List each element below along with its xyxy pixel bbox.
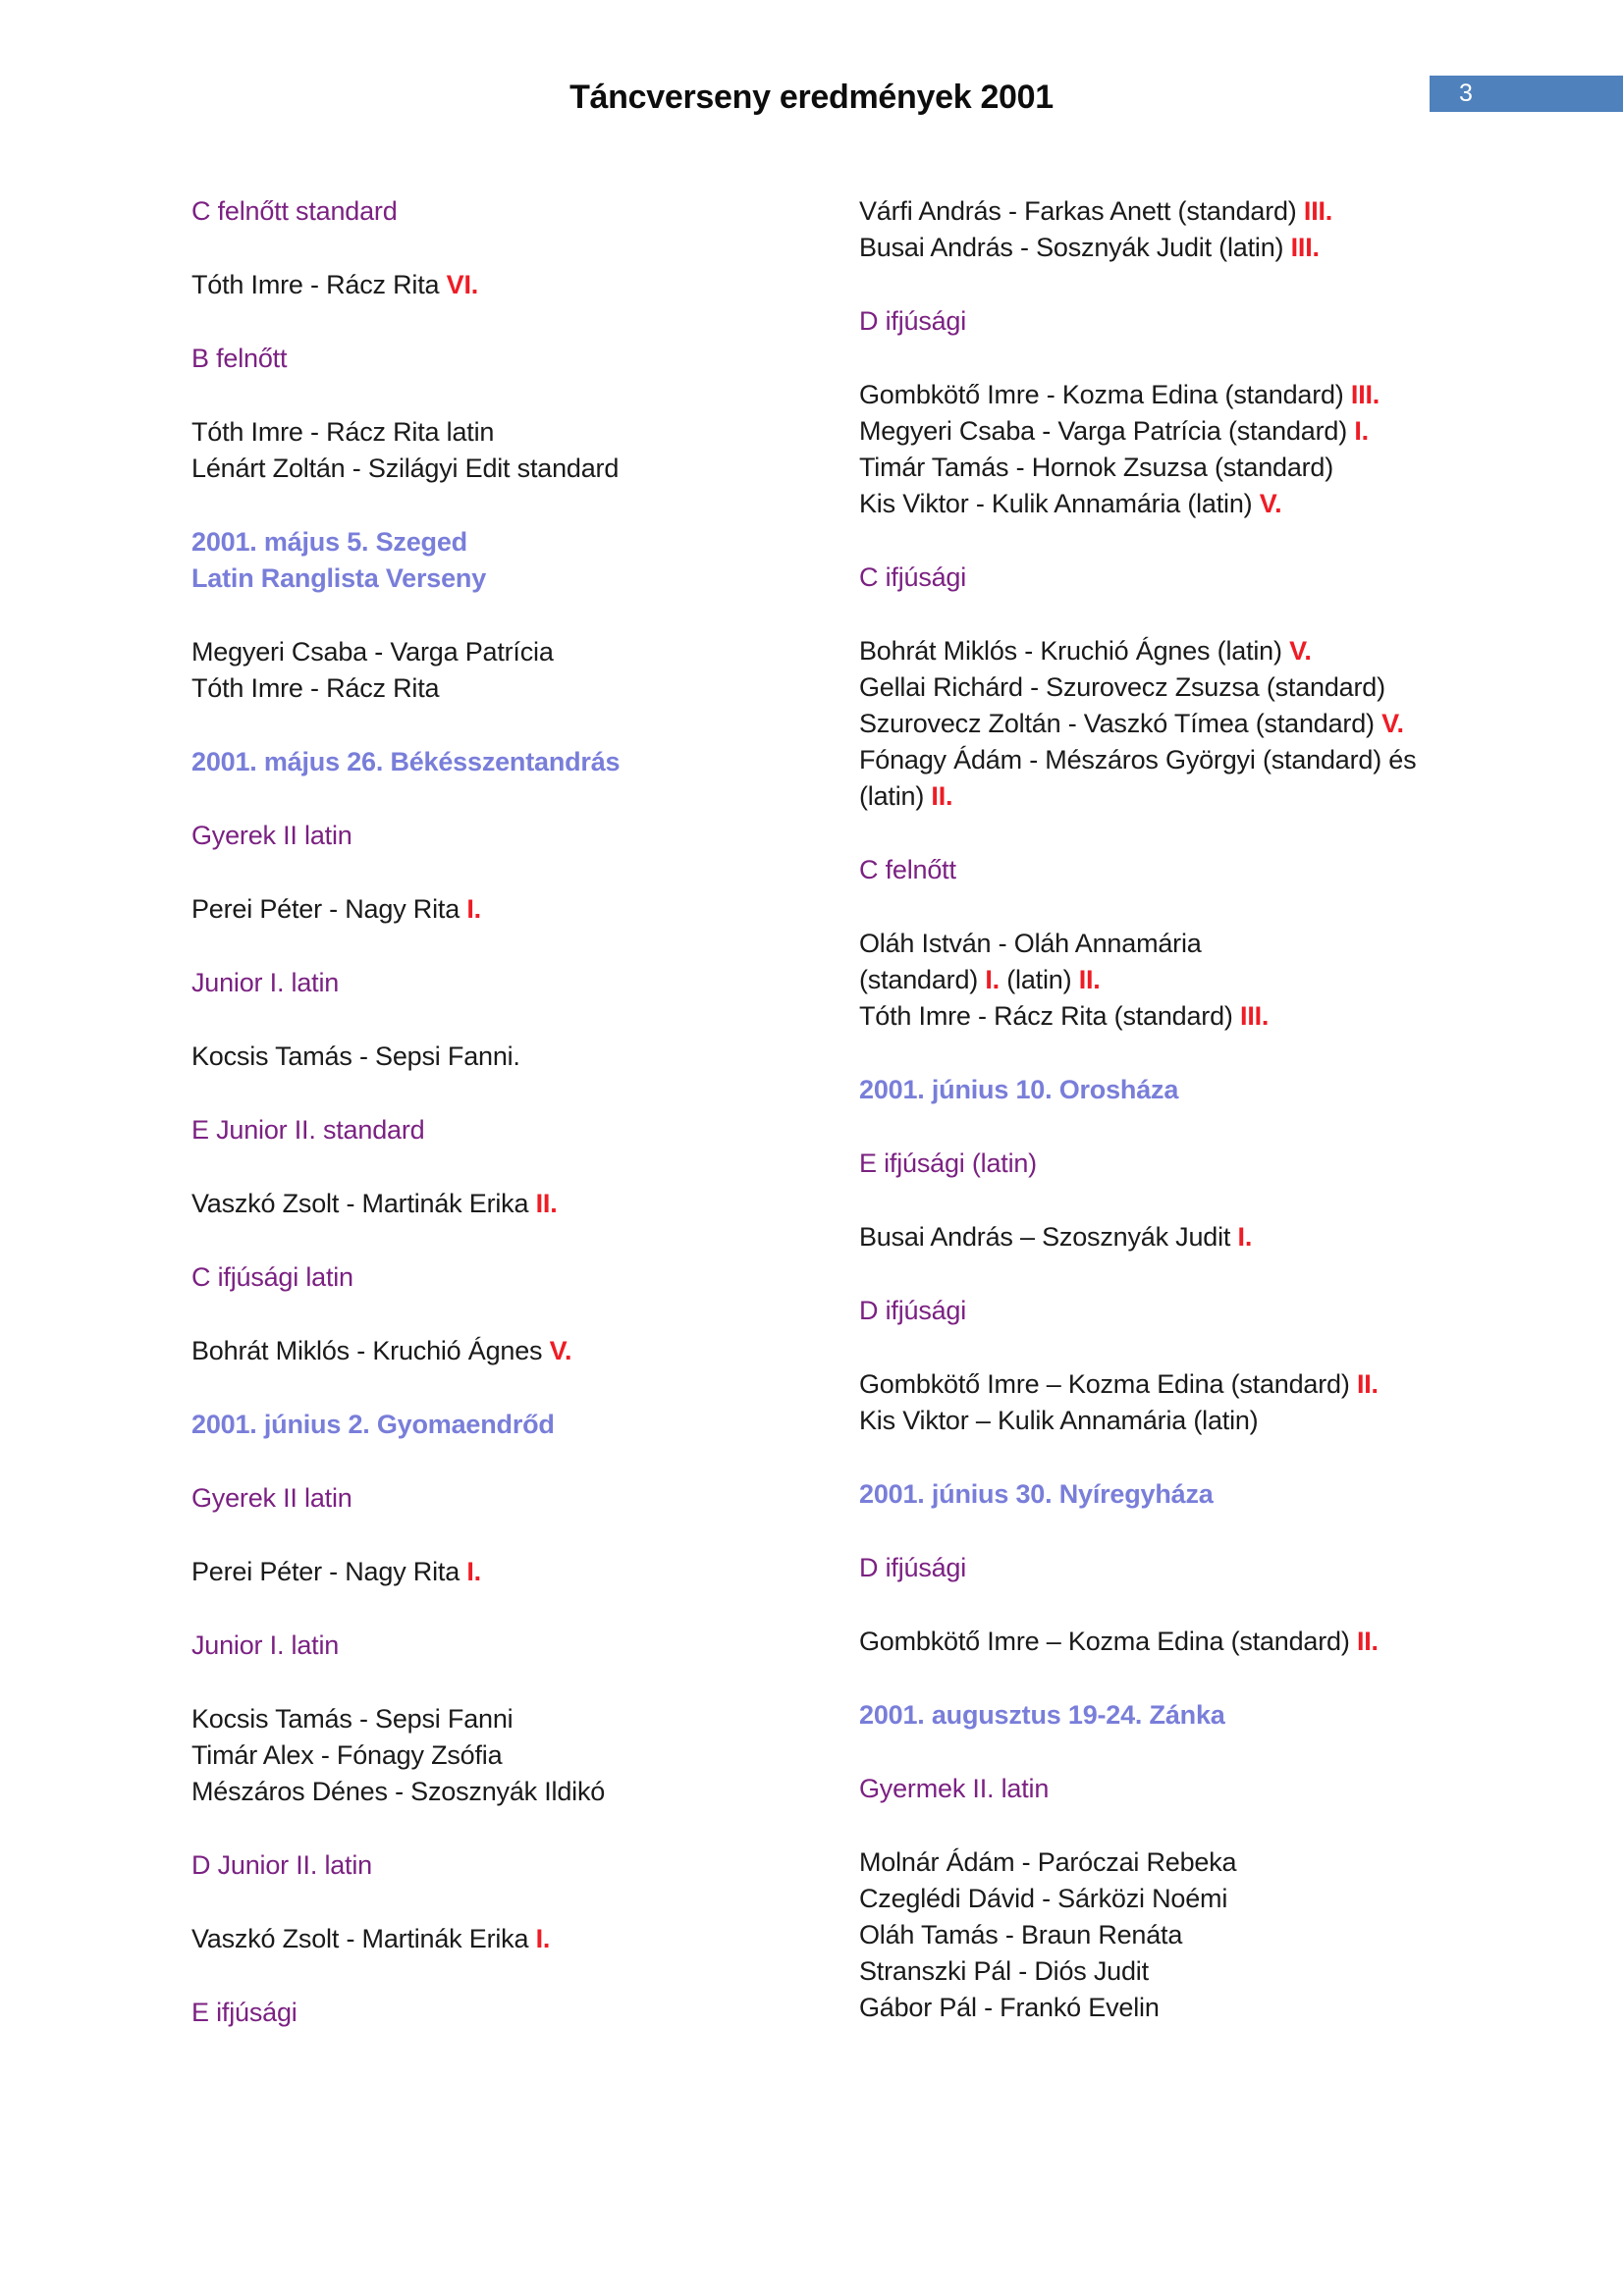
text-segment: Kocsis Tamás - Sepsi Fanni. xyxy=(191,1041,520,1071)
text-segment: Junior I. latin xyxy=(191,968,340,997)
category-heading xyxy=(191,1259,800,1296)
text-segment: (standard) xyxy=(859,965,986,994)
text-segment: C ifjúsági xyxy=(859,562,967,592)
category-heading xyxy=(191,1480,800,1517)
text-segment: Busai András – Szosznyák Judit xyxy=(859,1222,1238,1252)
text-segment: D ifjúsági xyxy=(859,1296,967,1325)
rank-numeral: I. xyxy=(1354,416,1369,446)
event-date-heading xyxy=(191,744,800,780)
category-heading xyxy=(191,1847,800,1884)
text-segment: Gyerek II latin xyxy=(191,821,352,850)
text-segment: D ifjúsági xyxy=(859,1553,967,1582)
text-segment: 2001. június 2. Gyomaendrőd xyxy=(191,1410,555,1439)
text-segment: Perei Péter - Nagy Rita xyxy=(191,1557,467,1586)
text-segment: Gyermek II. latin xyxy=(859,1774,1050,1803)
result-entries xyxy=(859,1366,1566,1439)
category-heading xyxy=(859,1146,1566,1182)
text-segment: Vaszkó Zsolt - Martinák Erika xyxy=(191,1189,536,1218)
rank-numeral: III. xyxy=(1303,196,1333,226)
text-segment: Tóth Imre - Rácz Rita xyxy=(191,270,447,299)
result-entries xyxy=(191,267,800,303)
event-date-heading xyxy=(191,524,800,597)
text-segment: Oláh Tamás - Braun Renáta xyxy=(859,1920,1183,1949)
category-heading xyxy=(859,852,1566,888)
result-entries xyxy=(191,1186,800,1222)
result-entries xyxy=(859,377,1566,522)
text-segment: Lénárt Zoltán - Szilágyi Edit standard xyxy=(191,454,620,483)
text-segment: Gombkötő Imre – Kozma Edina (standard) xyxy=(859,1369,1357,1399)
text-segment: Bohrát Miklós - Kruchió Ágnes (latin) xyxy=(859,636,1290,666)
rank-numeral: V. xyxy=(1259,489,1282,518)
text-segment: (latin) xyxy=(999,965,1079,994)
text-segment: (latin) xyxy=(859,781,932,811)
result-entries xyxy=(859,633,1566,815)
text-segment: Oláh István - Oláh Annamária xyxy=(859,929,1202,958)
text-segment: Várfi András - Farkas Anett (standard) xyxy=(859,196,1304,226)
rank-numeral: II. xyxy=(1356,1369,1379,1399)
category-heading xyxy=(859,1550,1566,1586)
category-heading xyxy=(191,818,800,854)
text-segment: D ifjúsági xyxy=(859,306,967,336)
text-segment: Gyerek II latin xyxy=(191,1483,352,1513)
text-segment: Gellai Richárd - Szurovecz Zsuzsa (standard) xyxy=(859,672,1385,702)
text-segment: E ifjúsági xyxy=(191,1998,298,2027)
result-entries xyxy=(859,926,1566,1035)
text-segment: B felnőtt xyxy=(191,344,288,373)
category-heading xyxy=(191,1112,800,1148)
rank-numeral: III. xyxy=(1240,1001,1270,1031)
rank-numeral: II. xyxy=(1078,965,1101,994)
result-entries xyxy=(859,1844,1566,2026)
result-entries xyxy=(191,1554,800,1590)
text-segment: Megyeri Csaba - Varga Patrícia xyxy=(191,637,554,667)
category-heading xyxy=(859,1293,1566,1329)
text-segment: Bohrát Miklós - Kruchió Ágnes xyxy=(191,1336,550,1365)
category-heading xyxy=(191,1628,800,1664)
text-segment: 2001. augusztus 19-24. Zánka xyxy=(859,1700,1225,1730)
result-entries xyxy=(191,1921,800,1957)
rank-numeral: I. xyxy=(985,965,1000,994)
rank-numeral: I. xyxy=(466,894,481,924)
category-heading xyxy=(191,965,800,1001)
text-segment: Szurovecz Zoltán - Vaszkó Tímea (standard) xyxy=(859,709,1382,738)
text-segment: Vaszkó Zsolt - Martinák Erika xyxy=(191,1924,536,1953)
results-column-left xyxy=(191,193,800,2068)
rank-numeral: III. xyxy=(1350,380,1380,409)
text-segment: E ifjúsági (latin) xyxy=(859,1148,1037,1178)
result-entries xyxy=(859,193,1566,266)
text-segment: Molnár Ádám - Paróczai Rebeka xyxy=(859,1847,1237,1877)
text-segment: Stranszki Pál - Diós Judit xyxy=(859,1956,1149,1986)
event-date-heading xyxy=(859,1697,1566,1734)
page-title: Táncverseny eredmények 2001 xyxy=(569,79,1054,116)
rank-numeral: I. xyxy=(535,1924,551,1953)
rank-numeral: II. xyxy=(535,1189,558,1218)
text-segment: E Junior II. standard xyxy=(191,1115,425,1145)
text-segment: Tóth Imre - Rácz Rita latin xyxy=(191,417,495,447)
category-heading xyxy=(191,341,800,377)
category-heading xyxy=(859,1771,1566,1807)
rank-numeral: I. xyxy=(466,1557,481,1586)
rank-numeral: V. xyxy=(1289,636,1312,666)
text-segment: Gábor Pál - Frankó Evelin xyxy=(859,1993,1160,2022)
text-segment: Timár Alex - Fónagy Zsófia xyxy=(191,1740,503,1770)
text-segment: Timár Tamás - Hornok Zsuzsa (standard) xyxy=(859,453,1334,482)
rank-numeral: II. xyxy=(1356,1627,1379,1656)
result-entries xyxy=(191,414,800,487)
text-segment: 2001. május 26. Békésszentandrás xyxy=(191,747,621,776)
text-segment: Kis Viktor - Kulik Annamária (latin) xyxy=(859,489,1260,518)
event-date-heading xyxy=(859,1072,1566,1108)
category-heading xyxy=(191,1995,800,2031)
text-segment: Junior I. latin xyxy=(191,1630,340,1660)
text-segment: Kis Viktor – Kulik Annamária (latin) xyxy=(859,1406,1259,1435)
result-entries xyxy=(191,891,800,928)
result-entries xyxy=(191,1701,800,1810)
text-segment: Tóth Imre - Rácz Rita xyxy=(191,673,440,703)
text-segment: 2001. június 10. Orosháza xyxy=(859,1075,1179,1104)
text-segment: Gombkötő Imre - Kozma Edina (standard) xyxy=(859,380,1351,409)
text-segment: Czeglédi Dávid - Sárközi Noémi xyxy=(859,1884,1228,1913)
result-entries xyxy=(191,634,800,707)
text-segment: C felnőtt standard xyxy=(191,196,398,226)
text-segment: Mészáros Dénes - Szosznyák Ildikó xyxy=(191,1777,606,1806)
category-heading xyxy=(859,560,1566,596)
event-date-heading xyxy=(191,1407,800,1443)
text-segment: D Junior II. latin xyxy=(191,1850,372,1880)
text-segment: Fónagy Ádám - Mészáros Györgyi (standard) és xyxy=(859,745,1417,774)
text-segment: 2001. június 30. Nyíregyháza xyxy=(859,1479,1214,1509)
text-segment: Megyeri Csaba - Varga Patrícia (standard) xyxy=(859,416,1355,446)
result-entries xyxy=(859,1624,1566,1660)
text-segment: Gombkötő Imre – Kozma Edina (standard) xyxy=(859,1627,1357,1656)
page-number-tab xyxy=(1430,76,1623,112)
text-segment: C ifjúsági latin xyxy=(191,1262,353,1292)
text-segment: Kocsis Tamás - Sepsi Fanni xyxy=(191,1704,514,1734)
rank-numeral: III. xyxy=(1290,233,1320,262)
result-entries xyxy=(191,1039,800,1075)
page-number: 3 xyxy=(1459,80,1473,107)
text-segment: 2001. május 5. Szeged xyxy=(191,527,467,557)
text-segment: C felnőtt xyxy=(859,855,956,884)
result-entries xyxy=(859,1219,1566,1255)
category-heading xyxy=(191,193,800,230)
result-entries xyxy=(191,1333,800,1369)
text-segment: Busai András - Sosznyák Judit (latin) xyxy=(859,233,1291,262)
results-column-right xyxy=(859,193,1566,2063)
rank-numeral: V. xyxy=(1381,709,1404,738)
text-segment: Perei Péter - Nagy Rita xyxy=(191,894,467,924)
text-segment: Latin Ranglista Verseny xyxy=(191,563,487,593)
rank-numeral: V. xyxy=(549,1336,572,1365)
event-date-heading xyxy=(859,1476,1566,1513)
rank-numeral: II. xyxy=(931,781,953,811)
text-segment: Tóth Imre - Rácz Rita (standard) xyxy=(859,1001,1241,1031)
rank-numeral: I. xyxy=(1237,1222,1253,1252)
category-heading xyxy=(859,303,1566,340)
rank-numeral: VI. xyxy=(446,270,479,299)
